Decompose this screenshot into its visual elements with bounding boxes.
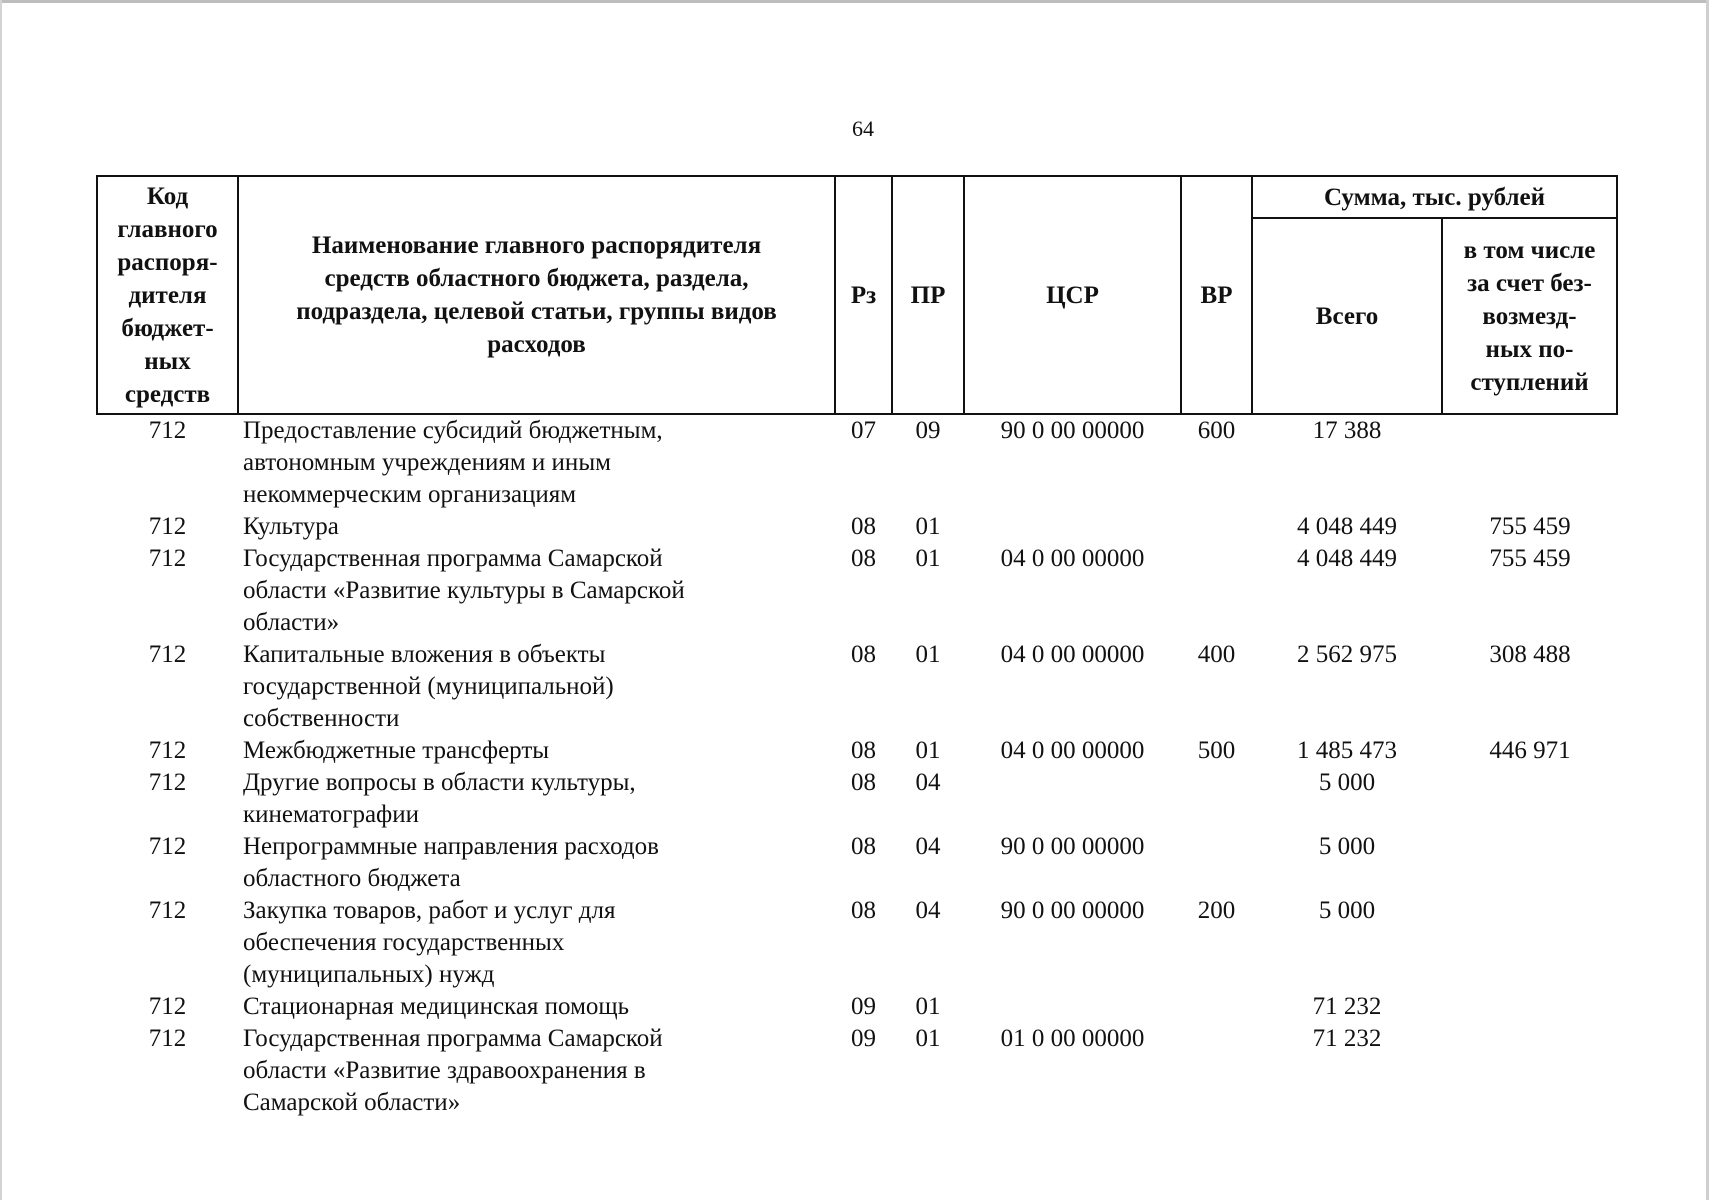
cell-total: 4 048 449 bbox=[1297, 545, 1397, 572]
table-row bbox=[97, 543, 1617, 639]
table-row bbox=[97, 639, 1617, 735]
name-line: государственной (муниципальной) bbox=[243, 673, 614, 700]
header-sum: Сумма, тыс. рублей bbox=[1252, 176, 1617, 218]
name-line: областного бюджета bbox=[243, 865, 461, 892]
cell-free bbox=[1442, 1023, 1617, 1119]
name-line: Самарской области» bbox=[243, 1089, 461, 1116]
cell-name bbox=[238, 414, 835, 511]
cell-rz: 08 bbox=[851, 513, 876, 540]
cell-csr: 90 0 00 00000 bbox=[1000, 897, 1145, 924]
cell-kod: 712 bbox=[148, 737, 187, 764]
name-line: (муниципальных) нужд bbox=[243, 961, 495, 988]
cell-kod: 712 bbox=[148, 993, 187, 1020]
name-line: некоммерческим организациям bbox=[243, 481, 577, 508]
name-line: области «Развитие здравоохранения в bbox=[243, 1057, 646, 1084]
header-total: Всего bbox=[1252, 218, 1442, 414]
cell-pr: 09 bbox=[915, 417, 941, 444]
cell-free: 308 488 bbox=[1489, 641, 1571, 668]
name-line: Капитальные вложения в объекты bbox=[243, 641, 606, 668]
name-line: обеспечения государственных bbox=[243, 929, 565, 956]
cell-rz: 08 bbox=[851, 769, 876, 796]
cell-csr bbox=[964, 511, 1181, 543]
cell-name bbox=[238, 511, 835, 543]
name-line: Непрограммные направления расходов bbox=[243, 833, 659, 860]
cell-free bbox=[1442, 414, 1617, 511]
cell-vr bbox=[1181, 511, 1252, 543]
cell-rz: 07 bbox=[851, 417, 876, 444]
header-free: в том числе за счет без- возмезд- ных по- ступлений bbox=[1442, 218, 1617, 414]
cell-total: 5 000 bbox=[1318, 897, 1376, 924]
cell-name bbox=[238, 1023, 835, 1119]
name-line: Межбюджетные трансферты bbox=[243, 737, 550, 764]
cell-csr: 04 0 00 00000 bbox=[1000, 545, 1145, 572]
cell-pr: 01 bbox=[915, 737, 941, 764]
cell-pr: 01 bbox=[915, 993, 941, 1020]
table-row bbox=[97, 1023, 1617, 1119]
cell-total: 2 562 975 bbox=[1297, 641, 1397, 668]
cell-free bbox=[1442, 991, 1617, 1023]
scan-edge-top bbox=[0, 0, 1709, 3]
cell-total: 71 232 bbox=[1312, 1025, 1382, 1052]
cell-csr bbox=[964, 991, 1181, 1023]
cell-name bbox=[238, 543, 835, 639]
header-rz: Рз bbox=[835, 176, 892, 414]
table-row bbox=[97, 831, 1617, 895]
name-line: кинематографии bbox=[243, 801, 420, 828]
cell-csr: 04 0 00 00000 bbox=[1000, 641, 1145, 668]
cell-rz: 08 bbox=[851, 545, 876, 572]
cell-free bbox=[1442, 831, 1617, 895]
header-pr: ПР bbox=[892, 176, 964, 414]
table-row bbox=[97, 735, 1617, 767]
cell-free: 755 459 bbox=[1489, 545, 1571, 572]
table-row bbox=[97, 895, 1617, 991]
cell-csr: 90 0 00 00000 bbox=[1000, 833, 1145, 860]
name-line: автономным учреждениям и иным bbox=[243, 449, 611, 476]
cell-kod: 712 bbox=[148, 513, 187, 540]
cell-rz: 09 bbox=[851, 1025, 876, 1052]
cell-kod: 712 bbox=[148, 641, 187, 668]
cell-kod: 712 bbox=[148, 417, 187, 444]
cell-name bbox=[238, 735, 835, 767]
cell-vr: 600 bbox=[1197, 417, 1236, 444]
cell-kod: 712 bbox=[148, 545, 187, 572]
cell-name bbox=[238, 895, 835, 991]
cell-pr: 04 bbox=[915, 769, 941, 796]
table-body bbox=[97, 414, 1617, 1119]
table-row bbox=[97, 511, 1617, 543]
name-line: собственности bbox=[243, 705, 400, 732]
cell-kod: 712 bbox=[148, 769, 187, 796]
cell-name bbox=[238, 831, 835, 895]
cell-rz: 08 bbox=[851, 737, 876, 764]
name-line: Закупка товаров, работ и услуг для bbox=[243, 897, 616, 924]
header-kod: Код главного распоря- дителя бюджет- ных средств bbox=[97, 176, 238, 414]
cell-kod: 712 bbox=[148, 897, 187, 924]
cell-vr bbox=[1181, 543, 1252, 639]
cell-name bbox=[238, 991, 835, 1023]
cell-pr: 01 bbox=[915, 513, 941, 540]
cell-rz: 09 bbox=[851, 993, 876, 1020]
page-number: 64 bbox=[852, 116, 874, 141]
cell-csr: 04 0 00 00000 bbox=[1000, 737, 1145, 764]
name-line: Культура bbox=[243, 513, 339, 540]
table-row bbox=[97, 767, 1617, 831]
cell-kod: 712 bbox=[148, 1025, 187, 1052]
cell-vr bbox=[1181, 991, 1252, 1023]
cell-total: 5 000 bbox=[1318, 833, 1376, 860]
cell-free: 755 459 bbox=[1489, 513, 1571, 540]
cell-total: 4 048 449 bbox=[1297, 513, 1397, 540]
cell-rz: 08 bbox=[851, 897, 876, 924]
cell-csr bbox=[964, 767, 1181, 831]
cell-rz: 08 bbox=[851, 833, 876, 860]
table-row bbox=[97, 414, 1617, 511]
cell-kod: 712 bbox=[148, 833, 187, 860]
name-line: области» bbox=[243, 609, 340, 636]
cell-csr: 01 0 00 00000 bbox=[1000, 1025, 1145, 1052]
cell-vr bbox=[1181, 1023, 1252, 1119]
cell-csr: 90 0 00 00000 bbox=[1000, 417, 1145, 444]
cell-pr: 01 bbox=[915, 545, 941, 572]
cell-free: 446 971 bbox=[1489, 737, 1571, 764]
name-line: Предоставление субсидий бюджетным, bbox=[243, 417, 663, 444]
cell-vr bbox=[1181, 831, 1252, 895]
cell-name bbox=[238, 639, 835, 735]
cell-free bbox=[1442, 767, 1617, 831]
name-line: Стационарная медицинская помощь bbox=[243, 993, 630, 1020]
cell-total: 17 388 bbox=[1312, 417, 1382, 444]
cell-pr: 01 bbox=[915, 1025, 941, 1052]
name-line: Государственная программа Самарской bbox=[243, 545, 663, 572]
cell-pr: 01 bbox=[915, 641, 941, 668]
cell-total: 5 000 bbox=[1318, 769, 1376, 796]
budget-table bbox=[96, 175, 1618, 1119]
table-row bbox=[97, 991, 1617, 1023]
cell-pr: 04 bbox=[915, 833, 941, 860]
cell-free bbox=[1442, 895, 1617, 991]
cell-pr: 04 bbox=[915, 897, 941, 924]
cell-vr bbox=[1181, 767, 1252, 831]
name-line: Другие вопросы в области культуры, bbox=[243, 769, 636, 796]
name-line: Государственная программа Самарской bbox=[243, 1025, 663, 1052]
table-header-row bbox=[97, 176, 1617, 218]
cell-vr: 500 bbox=[1197, 737, 1236, 764]
cell-rz: 08 bbox=[851, 641, 876, 668]
cell-name bbox=[238, 767, 835, 831]
header-csr: ЦСР bbox=[964, 176, 1181, 414]
scan-edge-left bbox=[0, 0, 2, 1200]
cell-total: 71 232 bbox=[1312, 993, 1382, 1020]
name-line: области «Развитие культуры в Самарской bbox=[243, 577, 685, 604]
cell-total: 1 485 473 bbox=[1297, 737, 1397, 764]
cell-vr: 200 bbox=[1197, 897, 1236, 924]
header-name: Наименование главного распорядителя средств областного бюджета, раздела, подраздела, целевой статьи, группы видов расходов bbox=[238, 176, 835, 414]
header-vr: ВР bbox=[1181, 176, 1252, 414]
cell-vr: 400 bbox=[1197, 641, 1236, 668]
